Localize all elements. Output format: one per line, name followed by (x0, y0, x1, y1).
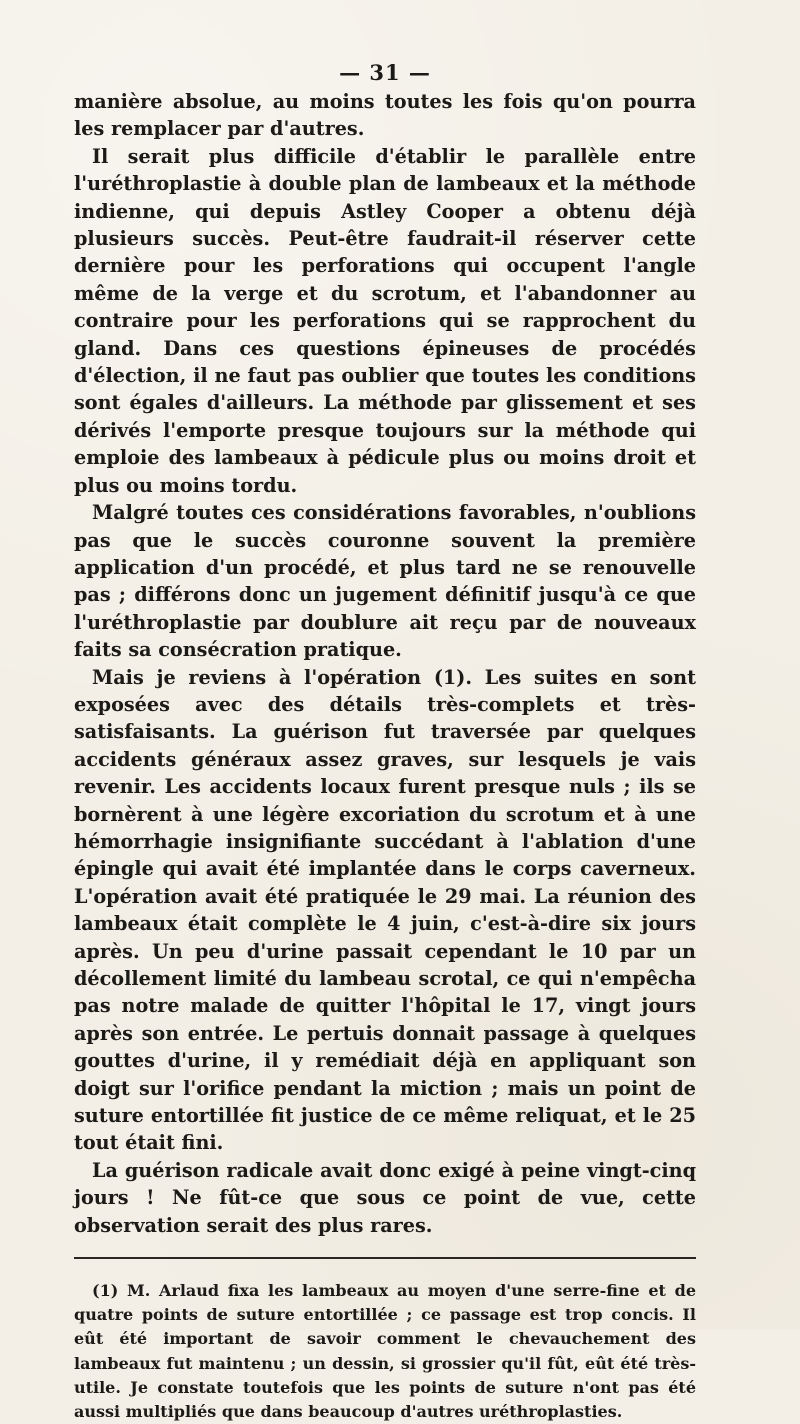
paragraph-1: manière absolue, au moins toutes les fois qu'on pourra les remplacer par d'autres. (74, 90, 696, 141)
footnote (74, 1279, 696, 1424)
paragraph-5: La guérison radicale avait donc exigé à peine vingt-cinq jours ! Ne fût-ce que sous ce point de vue, cette observation serait des plus rares. (74, 1158, 696, 1237)
footnote-marker: (1) (92, 1281, 119, 1301)
paragraph-3: Malgré toutes ces considérations favorables, n'oublions pas que le succès couronne souvent la première application d'un procédé, et plus tard ne se renouvelle pas ; différons donc un jugement définitif jusqu'à ce que l'uréthroplastie par doublure ait reçu par de nouveaux faits sa consécration pratique. (74, 501, 696, 662)
footnote-text: M. Arlaud fixa les lambeaux au moyen d'une serre-fine et de quatre points de suture entortillée ; ce passage est trop concis. Il eût été important de savoir comment le chevauchement des lambeaux fut maintenu ; un dessin, si grossier qu'il fût, eût été très-utile. Je constate toutefois que les points de suture n'ont pas été aussi multipliés que dans beaucoup d'autres uréthroplasties. (74, 1281, 697, 1422)
paragraph-2: Il serait plus difficile d'établir le parallèle entre l'uréthroplastie à double plan de lambeaux et la méthode indienne, qui depuis Astley Cooper a obtenu déjà plusieurs succès. Peut-être faudrait-il réserver cette dernière pour les perforations qui occupent l'angle même de la verge et du scrotum, et l'abandonner au contraire pour les perforations qui se rapprochent du gland. Dans ces questions épineuses de procédés d'élection, il ne faut pas oublier que toutes les conditions sont égales d'ailleurs. La méthode par glissement et ses dérivés l'emporte presque toujours sur la méthode qui emploie des lambeaux à pédicule plus ou moins droit et plus ou moins tordu. (74, 144, 696, 497)
paragraph-4: Mais je reviens à l'opération (1). Les suites en sont exposées avec des détails très-complets et très-satisfaisants. La guérison fut traversée par quelques accidents généraux assez graves, sur lesquels je vais revenir. Les accidents locaux furent presque nuls ; ils se bornèrent à une légère excoriation du scrotum et à une hémorrhagie insignifiante succédant à l'ablation d'une épingle qui avait été implantée dans le corps caverneux. L'opération avait été pratiquée le 29 mai. La réunion des lambeaux était complète le 4 juin, c'est-à-dire six jours après. Un peu d'urine passait cependant le 10 par un décollement limité du lambeau scrotal, ce qui n'empêcha pas notre malade de quitter l'hôpital le 17, vingt jours après son entrée. Le pertuis donnait passage à quelques gouttes d'urine, il y remédiait déjà en appliquant son doigt sur l'orifice pendant la miction ; mais un point de suture entortillée fit justice de ce même reliquat, et le 25 tout était fini. (74, 665, 696, 1155)
footnote-separator-rule (74, 1257, 696, 1259)
page-number: — 31 — (339, 60, 431, 85)
